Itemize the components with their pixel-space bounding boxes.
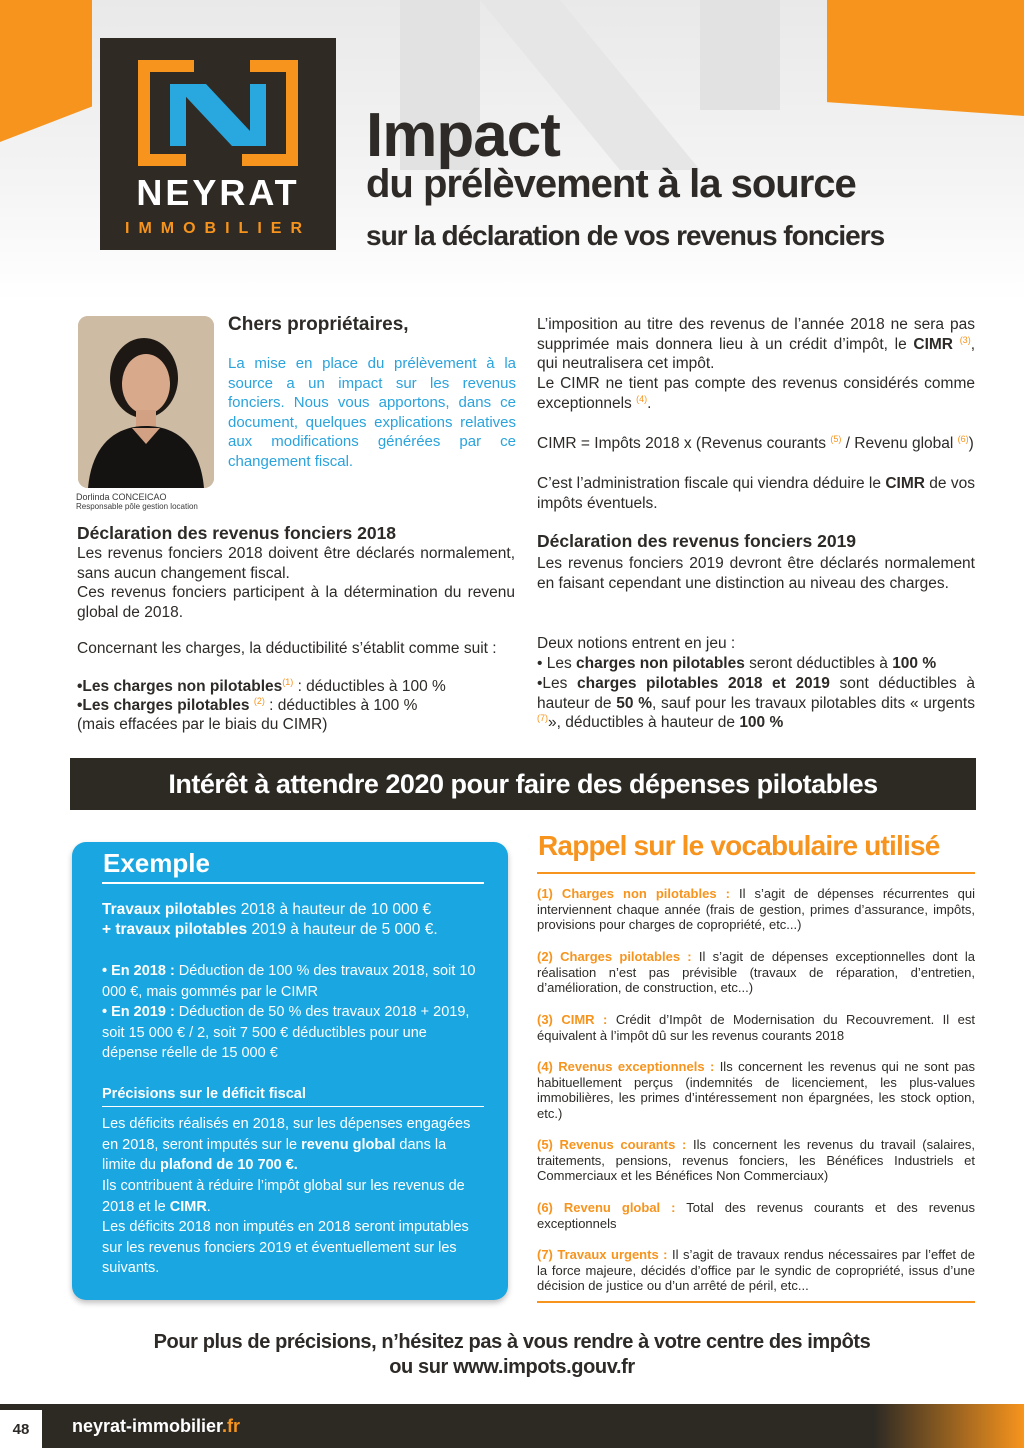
- author-role: Responsable pôle gestion location: [76, 502, 198, 511]
- term: CIMR: [169, 1198, 207, 1215]
- vocab-title: Rappel sur le vocabulaire utilisé: [538, 830, 940, 861]
- deficit-paragraph-3: Les déficits 2018 non imputés en 2018 seront imputables sur les revenus fonciers 2019 et éventuellement sur les suivants.: [102, 1219, 469, 1276]
- page-title-line-1: Impact: [366, 101, 560, 170]
- text: , sauf pour les travaux pilotables dits « urgents: [652, 694, 975, 712]
- vocab-text: Il s’agit de dépenses récurrentes qui interviennent chaque année (frais de gestion, primes d’assurance, impôts, provisions pour charges de copropriété, etc...): [537, 886, 975, 932]
- page-title-line-2: du prélèvement à la source: [366, 162, 856, 206]
- footnote-ref: (5): [830, 433, 842, 444]
- text: 2019 à hauteur de 5 000 €.: [247, 921, 438, 938]
- page-number: 48: [0, 1410, 42, 1448]
- vocab-label: (3) CIMR :: [537, 1012, 608, 1027]
- page-title-line-3: sur la déclaration de vos revenus fonciers: [366, 220, 885, 251]
- footer-line-2: ou sur www.impots.gouv.fr: [389, 1356, 635, 1378]
- right-paragraph-2: [537, 374, 975, 413]
- text: seront déductibles à: [744, 655, 893, 672]
- text: L’imposition au titre des revenus de l’année 2018 ne sera pas supprimée mais donnera lieu à un crédit d’impôt, le: [537, 316, 975, 353]
- footnote-ref: (4): [636, 393, 648, 404]
- vocab-text: Total des revenus courants et des revenus exceptionnels: [537, 1200, 975, 1231]
- vocab-item: [537, 949, 975, 996]
- bottom-orange-accent: [874, 1404, 1024, 1448]
- example-line-1: [102, 900, 484, 921]
- left-paragraph-3: Concernant les charges, la déductibilité s’établit comme suit :: [77, 640, 497, 657]
- text: .: [206, 1198, 211, 1215]
- vocab-label: (1) Charges non pilotables :: [537, 886, 730, 901]
- divider: [102, 882, 484, 884]
- right-paragraph-4: Les revenus fonciers 2019 devront être déclarés normalement en faisant cependant une distinction au niveau des charges.: [537, 555, 975, 592]
- heading-2019: Déclaration des revenus fonciers 2019: [537, 531, 857, 551]
- author-name: Dorlinda CONCEICAO: [76, 492, 167, 502]
- vocab-item: [537, 1247, 975, 1294]
- text: », déductibles à hauteur de: [548, 714, 740, 731]
- footnote-ref: (7): [537, 712, 548, 723]
- logo-name: NEYRAT: [136, 172, 300, 213]
- bullet-label: •Les charges non pilotables: [77, 678, 283, 695]
- section-banner: Intérêt à attendre 2020 pour faire des dépenses pilotables: [70, 758, 976, 810]
- site-name: neyrat-immobilier: [72, 1416, 223, 1436]
- text: Le CIMR ne tient pas compte des revenus considérés comme exceptionnels: [537, 375, 975, 412]
- divider: [537, 872, 975, 874]
- footnote-ref: (1): [282, 676, 294, 687]
- vocab-text: Crédit d’Impôt de Modernisation du Recouvrement. Il est équivalent à l’impôt dû sur les revenus courants 2018: [537, 1012, 975, 1043]
- left-paragraph-1: Les revenus fonciers 2018 doivent être déclarés normalement, sans aucun changement fiscal.: [77, 545, 515, 582]
- text: CIMR = Impôts 2018 x (Revenus courants: [537, 435, 831, 452]
- vocab-item: [537, 1012, 975, 1043]
- vocab-text: Il s’agit de dépenses exceptionnelles dont la réalisation n’est pas prévisible (travaux de réparation, d’entretien, d’amélioration, de construction, etc...): [537, 949, 975, 995]
- vocab-label: (5) Revenus courants :: [537, 1137, 687, 1152]
- vocab-text: Ils concernent les revenus qui ne sont pas habituellement perçus (indemnités de licenciement, les plus-values immobilières, les primes d’intéressement non épargnées, les stock option, etc.): [537, 1059, 975, 1121]
- site-tld: .fr: [222, 1416, 241, 1436]
- vocab-item: [537, 1200, 975, 1231]
- footnote-ref: (6): [957, 433, 969, 444]
- bullet-label: •Les charges pilotables: [77, 697, 250, 714]
- left-bullet-1: [77, 677, 515, 697]
- vocab-label: (7) Travaux urgents :: [537, 1247, 668, 1262]
- vocab-label: (2) Charges pilotables :: [537, 949, 692, 964]
- deficit-paragraph-2: [102, 1176, 484, 1217]
- author-photo: [78, 316, 214, 488]
- bullet-text: : déductibles à 100 %: [264, 697, 418, 714]
- right-paragraph-3: [537, 474, 975, 513]
- percent: 100 %: [892, 655, 937, 672]
- text: •Les: [537, 675, 578, 692]
- example-line-2: [102, 920, 484, 941]
- percent: 50 %: [616, 694, 653, 712]
- cimr-term: CIMR: [885, 475, 925, 492]
- footnote-ref: (2): [253, 695, 265, 706]
- vocab-item: [537, 1137, 975, 1184]
- neyrat-logo: [100, 38, 336, 250]
- vocab-label: (6) Revenu global :: [537, 1200, 676, 1215]
- term: + travaux pilotables: [102, 921, 248, 938]
- term: • En 2018 :: [102, 963, 175, 979]
- text: .: [647, 394, 652, 412]
- example-2019: [102, 1002, 484, 1064]
- deficit-paragraph-1: [102, 1114, 484, 1176]
- text: Déduction de 100 % des travaux 2018, soit 10 000 €, mais gommés par le CIMR: [102, 963, 476, 1000]
- vocab-text: Il s’agit de travaux rendus nécessaires par l’effet de la force majeure, décidés d’office par le syndic de copropriété, issus d’une décision de justice ou d’un arrêté de péril, etc...: [537, 1247, 975, 1293]
- term: revenu global: [301, 1136, 396, 1153]
- percent: 100 %: [739, 714, 784, 731]
- text: / Revenu global: [841, 435, 958, 452]
- footer-line-1: Pour plus de précisions, n’hésitez pas à vous rendre à votre centre des impôts: [153, 1331, 871, 1353]
- text: Les déficits réalisés en 2018, sur les dépenses engagées en 2018, seront imputés sur le: [102, 1116, 471, 1153]
- divider: [102, 1106, 484, 1107]
- term: Travaux pilotable: [102, 901, 229, 918]
- text: C’est l’administration fiscale qui viendra déduire le: [537, 475, 886, 492]
- left-bullet-2-note: (mais effacées par le biais du CIMR): [77, 716, 328, 733]
- vocab-label: (4) Revenus exceptionnels :: [537, 1059, 715, 1074]
- text: de vos impôts éventuels.: [537, 475, 976, 512]
- vocab-text: Ils concernent les revenus du travail (salaires, traitements, pensions, revenus fonciers, les Bénéfices Industriels et Commerciaux et les Bénéfices Non Commerciaux): [537, 1137, 975, 1183]
- logo-subtitle: IMMOBILIER: [125, 220, 311, 237]
- right-bullet-1: [537, 654, 975, 674]
- left-paragraph-2: Ces revenus fonciers participent à la détermination du revenu global de 2018.: [77, 584, 515, 621]
- text: ): [968, 435, 974, 452]
- term: plafond de 10 700 €.: [160, 1157, 298, 1173]
- example-title: Exemple: [103, 848, 210, 878]
- logo-n-mark-icon: [130, 56, 306, 168]
- text: , qui neutralisera cet impôt.: [537, 335, 975, 372]
- left-bullet-2: [77, 696, 515, 716]
- example-2018: [102, 961, 484, 1002]
- text: • Les: [537, 655, 577, 672]
- term: charges non pilotables: [576, 655, 745, 672]
- person-silhouette-icon: [78, 316, 214, 488]
- right-bullet-2: [537, 674, 975, 733]
- deficit-subtitle: Précisions sur le déficit fiscal: [102, 1086, 306, 1102]
- term: • En 2019 :: [102, 1004, 175, 1020]
- footnote-ref: (3): [959, 334, 971, 345]
- vocab-item: [537, 886, 975, 933]
- right-paragraph-1: [537, 315, 975, 374]
- cimr-term: CIMR: [913, 335, 953, 353]
- term: charges pilotables 2018 et 2019: [577, 675, 830, 692]
- vocab-item: [537, 1059, 975, 1121]
- intro-text: La mise en place du prélèvement à la source a un impact sur les revenus fonciers. Nous vous apportons, dans ce document, quelques explications relatives aux modifications générées par ce changement fiscal.: [228, 355, 516, 470]
- orange-corner-right: [827, 0, 1024, 116]
- text: Déduction de 50 % des travaux 2018 + 2019, soit 15 000 € / 2, soit 7 500 € déductibles pour une dépense réelle de 15 000 €: [102, 1004, 470, 1061]
- example-box: [72, 842, 508, 1300]
- website-link[interactable]: [72, 1416, 240, 1437]
- right-paragraph-5: Deux notions entrent en jeu :: [537, 635, 736, 652]
- bullet-text: : déductibles à 100 %: [293, 678, 446, 695]
- text: dans la limite du: [102, 1136, 447, 1173]
- heading-2018: Déclaration des revenus fonciers 2018: [77, 523, 397, 543]
- divider: [537, 1301, 975, 1303]
- text: sont déductibles à hauteur de: [537, 675, 975, 712]
- cimr-formula: [537, 434, 975, 454]
- text: Ils contribuent à réduire l’impôt global sur les revenus de 2018 et le: [102, 1178, 465, 1215]
- greeting: Chers propriétaires,: [228, 314, 409, 335]
- text: s 2018 à hauteur de 10 000 €: [228, 901, 432, 918]
